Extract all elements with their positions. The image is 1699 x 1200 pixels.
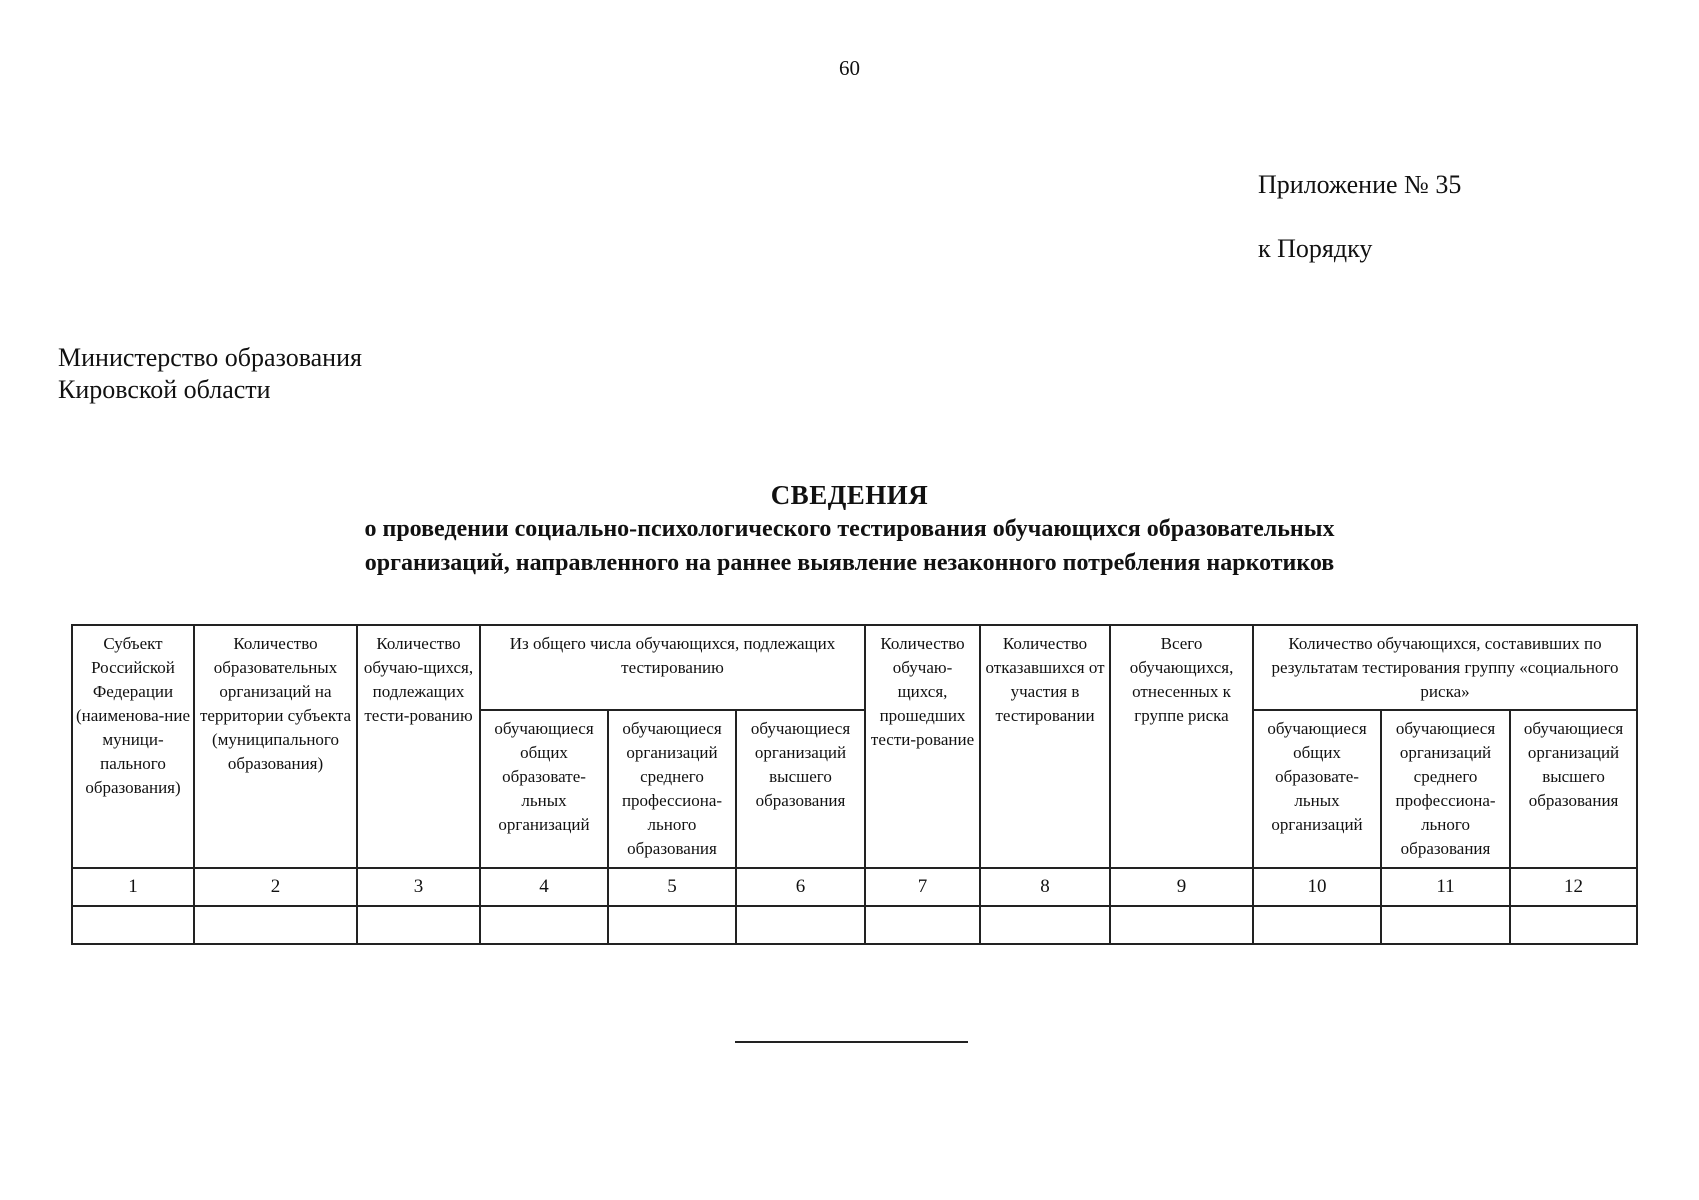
header-higher-ed: обучающиеся организаций высшего образования bbox=[736, 710, 865, 868]
column-number: 4 bbox=[480, 868, 608, 906]
table-cell bbox=[1253, 906, 1381, 944]
column-number: 10 bbox=[1253, 868, 1381, 906]
title-subtitle-line-1: о проведении социально-психологического тестирования обучающихся образовательных bbox=[364, 516, 1335, 542]
ministry-line-2: Кировской области bbox=[58, 375, 271, 404]
column-number: 9 bbox=[1110, 868, 1253, 906]
header-general-ed: обучающиеся общих образовате-льных организаций bbox=[480, 710, 608, 868]
table-cell bbox=[1381, 906, 1510, 944]
table-cell bbox=[736, 906, 865, 944]
column-number: 11 bbox=[1381, 868, 1510, 906]
header-org-count: Количество образовательных организаций на территории субъекта (муниципального образования) bbox=[194, 625, 357, 868]
table-cell bbox=[72, 906, 194, 944]
table-cell bbox=[480, 906, 608, 944]
appendix-reference: к Порядку bbox=[1258, 234, 1373, 263]
header-students-to-test: Количество обучаю-щихся, подлежащих тести-рованию bbox=[357, 625, 480, 868]
header-subject: Субъект Российской Федерации (наименова-ние муници-пального образования) bbox=[72, 625, 194, 868]
header-risk-general-ed: обучающиеся общих образовате-льных организаций bbox=[1253, 710, 1381, 868]
table-cell bbox=[1510, 906, 1637, 944]
end-separator-line bbox=[735, 1041, 968, 1043]
title-subtitle-line-2: организаций, направленного на раннее выявление незаконного потребления наркотиков bbox=[364, 550, 1335, 576]
column-number: 2 bbox=[194, 868, 357, 906]
header-students-tested: Количество обучаю-щихся, прошедших тести-рование bbox=[865, 625, 980, 868]
column-number: 7 bbox=[865, 868, 980, 906]
table-cell bbox=[1110, 906, 1253, 944]
table-cell bbox=[608, 906, 736, 944]
table-cell bbox=[194, 906, 357, 944]
column-number: 3 bbox=[357, 868, 480, 906]
table-cell bbox=[357, 906, 480, 944]
table-row bbox=[72, 906, 1637, 944]
document-title bbox=[0, 478, 1699, 580]
table-cell bbox=[980, 906, 1110, 944]
header-risk-vocational-ed: обучающиеся организаций среднего профессиона-льного образования bbox=[1381, 710, 1510, 868]
header-group-of-students: Из общего числа обучающихся, подлежащих тестированию bbox=[480, 625, 865, 710]
header-vocational-ed: обучающиеся организаций среднего профессиона-льного образования bbox=[608, 710, 736, 868]
ministry-line-1: Министерство образования bbox=[58, 343, 362, 372]
column-number: 1 bbox=[72, 868, 194, 906]
header-refused: Количество отказавшихся от участия в тестировании bbox=[980, 625, 1110, 868]
column-number: 5 bbox=[608, 868, 736, 906]
column-number-row bbox=[72, 868, 1637, 906]
table-cell bbox=[865, 906, 980, 944]
page-number: 60 bbox=[839, 56, 860, 80]
header-group-social-risk: Количество обучающихся, составивших по результатам тестирования группу «социального риска» bbox=[1253, 625, 1637, 710]
header-risk-higher-ed: обучающиеся организаций высшего образования bbox=[1510, 710, 1637, 868]
appendix-note bbox=[1258, 170, 1461, 264]
appendix-number: Приложение № 35 bbox=[1258, 170, 1462, 199]
ministry-name bbox=[58, 342, 362, 406]
column-number: 8 bbox=[980, 868, 1110, 906]
column-number: 12 bbox=[1510, 868, 1637, 906]
column-number: 6 bbox=[736, 868, 865, 906]
report-table bbox=[71, 624, 1638, 945]
header-risk-group-total: Всего обучающихся, отнесенных к группе риска bbox=[1110, 625, 1253, 868]
title-main: СВЕДЕНИЯ bbox=[770, 480, 929, 510]
